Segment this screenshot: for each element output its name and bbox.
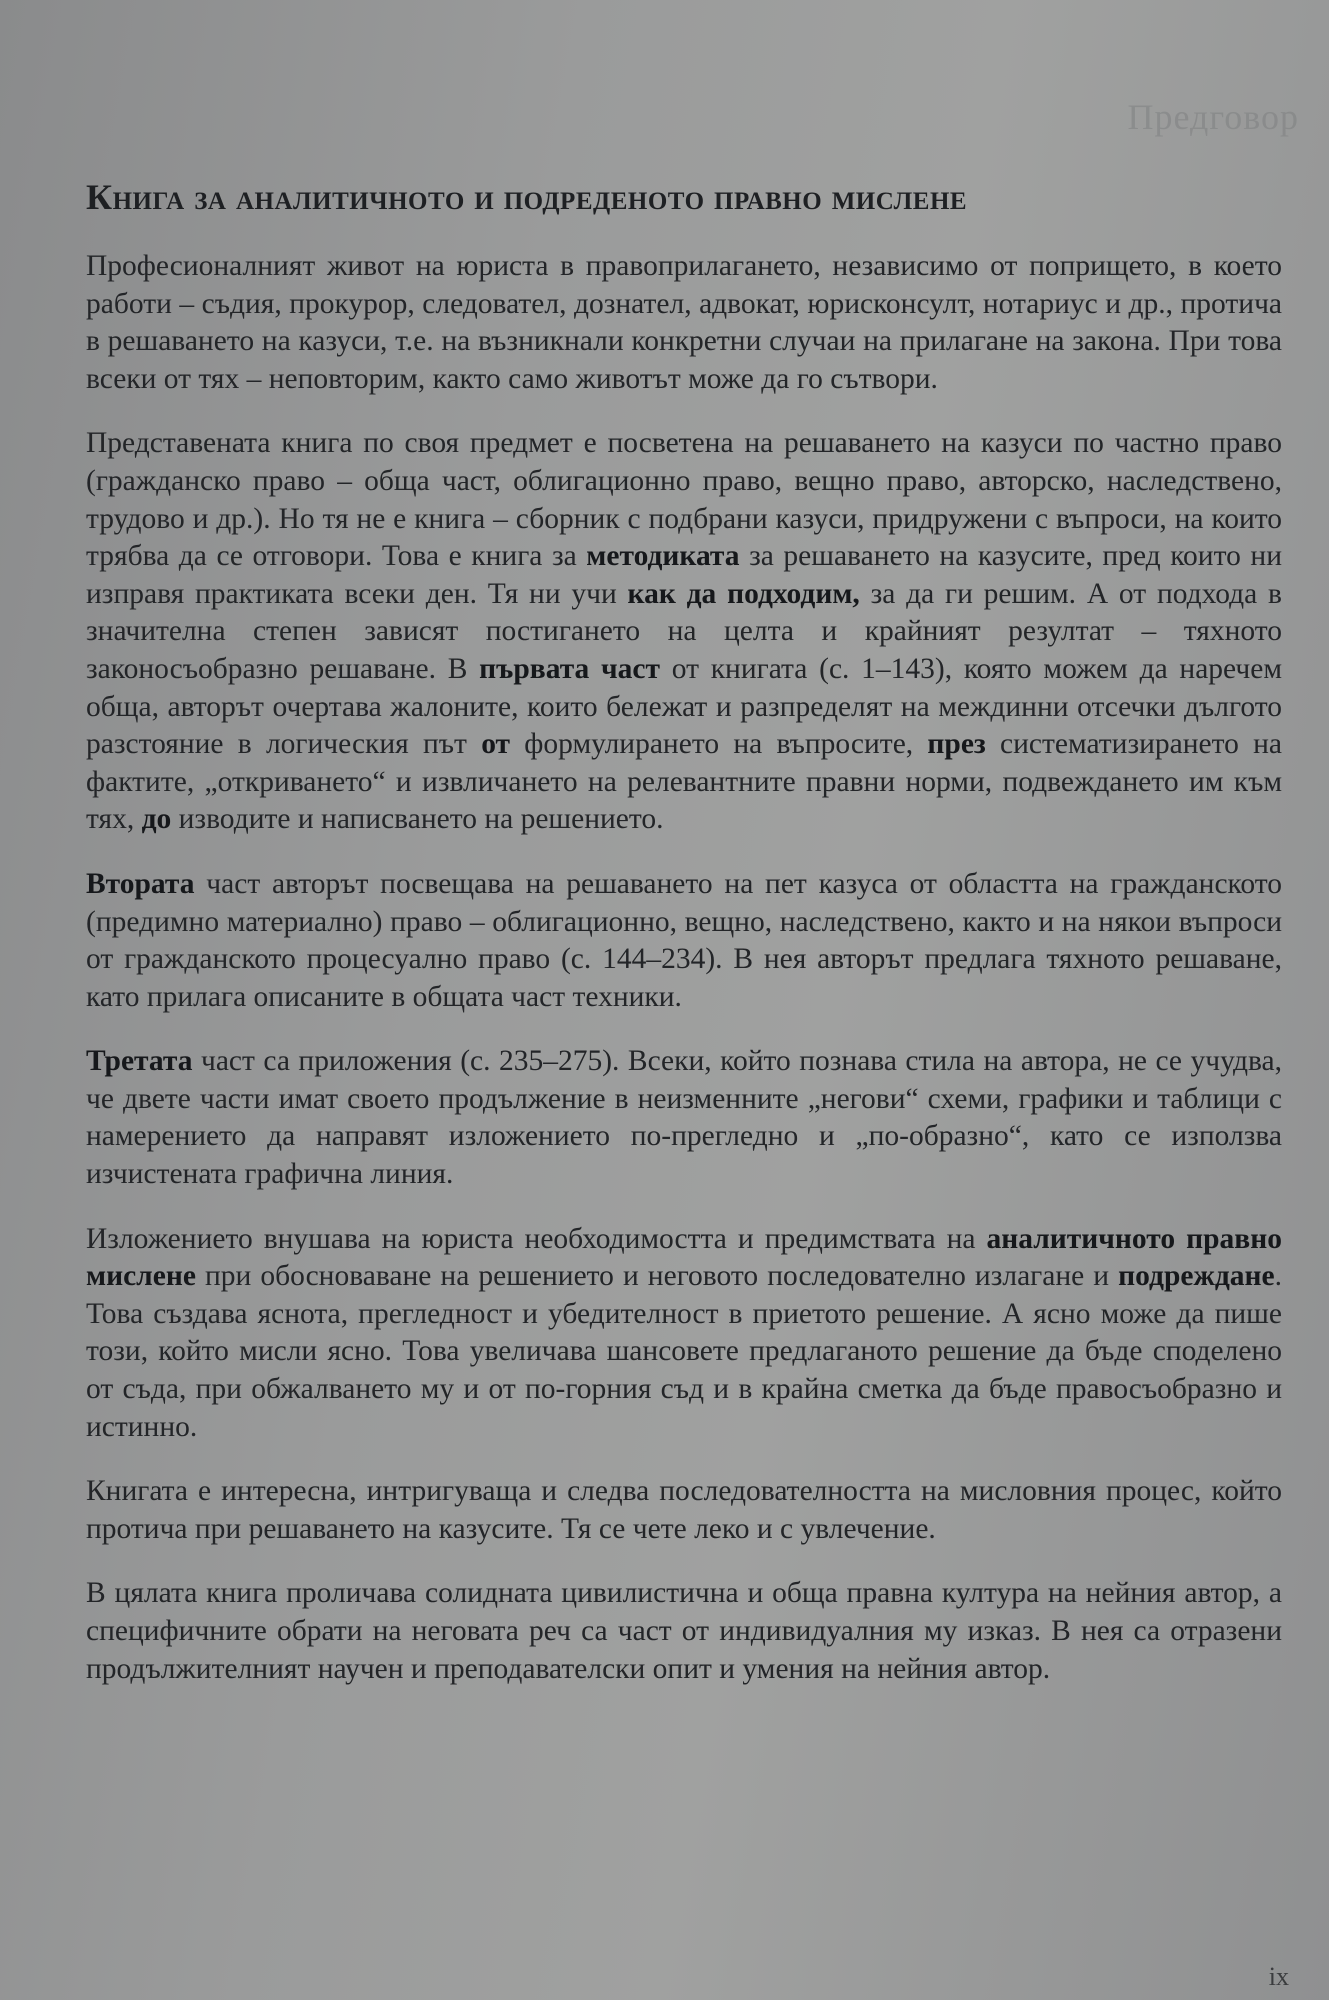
emphasis-ordering: подреждане <box>1118 1260 1275 1293</box>
page-content <box>86 176 1282 1715</box>
emphasis-methodology: методиката <box>586 540 740 573</box>
paragraph-5: Изложението внушава на юриста необходимостта и предимствата на аналитичното правно мислене при обосноваване на решението и неговото последователно излагане и подреждане. Това създава яснота, прегледност и убедителност в приетото решение. А ясно може да пише този, който мисли ясно. Това увеличава шансовете предлаганото решение да бъде споделено от съда, при обжалването му и от по-горния съд и в крайна сметка да бъде правосъобразно и истинно. <box>86 1222 1282 1443</box>
emphasis-third: Третата <box>86 1045 193 1078</box>
emphasis-how-to-approach: как да подходим, <box>627 577 860 610</box>
page-number: ix <box>1268 1962 1289 1991</box>
emphasis-second: Втората <box>86 867 195 900</box>
emphasis-analytical-thinking: аналитичното правно мислене <box>86 1222 1282 1293</box>
running-head: Предговор <box>1127 97 1299 137</box>
emphasis-from: от <box>481 728 511 761</box>
emphasis-to: до <box>141 803 172 836</box>
paragraph-3: Втората част авторът посвещава на решаването на пет казуса от областта на гражданското (предимно материално) право – облигационно, вещно, наследствено, както и на някои въпроси от гражданското процесуално право (с. 144–234). В нея авторът предлага тяхното решаване, като прилага описаните в общата част техники. <box>86 867 1282 1013</box>
emphasis-first-part: първата част <box>479 652 660 685</box>
paragraph-7: В цялата книга проличава солидната цивилистична и обща правна култура на нейния автор, а специфичните обрати на неговата реч са част от индивидуалния му изказ. В нея са отразени продължителният научен и преподавателски опит и умения на нейния автор. <box>86 1577 1282 1685</box>
paragraph-1: Професионалният живот на юриста в правоприлагането, независимо от попрището, в което работи – съдия, прокурор, следовател, дознател, адвокат, юрисконсулт, нотариус и др., протича в решаването на казуси, т.е. на възникнали конкретни случаи на прилагане на закона. При това всеки от тях – неповторим, както само животът може да го сътвори. <box>86 250 1282 395</box>
emphasis-through: през <box>927 728 986 761</box>
paragraph-2: Представената книга по своя предмет е посветена на решаването на казуси по частно право (гражданско право – обща част, облигационно право, вещно право, авторско, наследствено, трудово и др.). Но тя не е книга – сборник с подбрани казуси, придружени с въпроси, на които трябва да се отговори. Това е книга за методиката за решаването на казусите, пред които ни изправя практиката всеки ден. Тя ни учи как да подходим, за да ги решим. А от подхода в значителна степен зависят постигането на целта и крайният резултат – тяхното законосъобразно решаване. В първата част от книгата (с. 1–143), която можем да наречем обща, авторът очертава жалоните, които бележат и разпределят на междинни отсечки дългото разстояние в логическия път от формулирането на въпросите, през систематизирането на фактите, „откриването“ и извличането на релевантните правни норми, подвеждането им към тях, до изводите и написването на решението. <box>86 427 1283 836</box>
paragraph-4: Третата част са приложения (с. 235–275). Всеки, който познава стила на автора, не се учудва, че двете части имат своето продължение в неизменните „негови“ схеми, графики и таблици с намерението да направят изложението по-прегледно и „по-образно“, като се използва изчистената графична линия. <box>86 1045 1282 1191</box>
section-title: Книга за аналитичното и подреденото правно мислене <box>86 177 968 217</box>
paragraph-6: Книгата е интересна, интригуваща и следва последователността на мисловния процес, който протича при решаването на казусите. Тя се чете леко и с увлечение. <box>86 1475 1282 1545</box>
